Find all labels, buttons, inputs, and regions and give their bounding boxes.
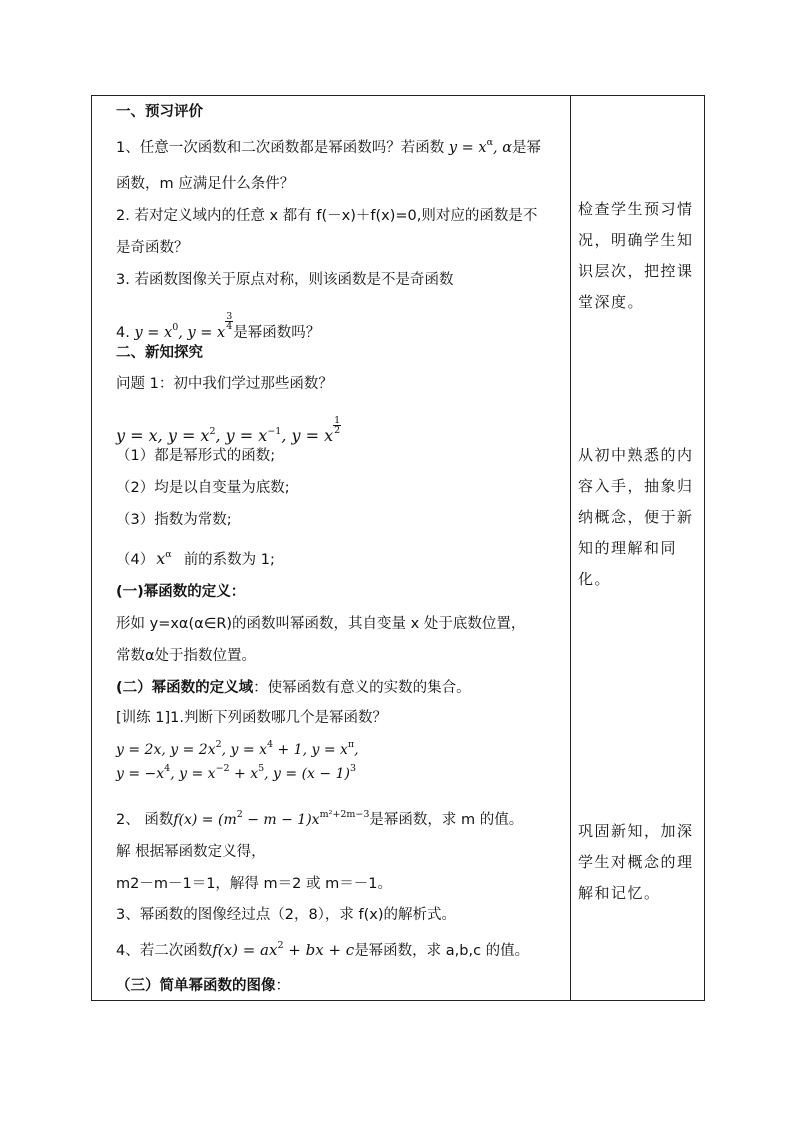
solution-label: 解 根据幂函数定义得，: [116, 844, 266, 860]
exercise-4: 4、若二次函数$f(x) = ax^2$ + bx + c是幂函数，求 a,b,c 的值。: [116, 940, 530, 959]
definition-line-2: 常数α处于指数位置。: [116, 648, 257, 664]
function-list: y = x, $y = x^2$, $y = x^{-1}$, y = x $\frac{1}{2}$: [116, 415, 341, 445]
definition-heading: (一)幂函数的定义：: [116, 584, 246, 600]
question-3: 3. 若函数图像关于原点对称，则该函数是不是奇函数: [116, 272, 454, 288]
question-2: 2. 若对定义域内的任意 x 都有 f(－x)＋f(x)=0,则对应的函数是不: [116, 208, 538, 224]
graph-heading: （三）简单幂函数的图像：: [116, 978, 290, 994]
question-1: 1、任意一次函数和二次函数都是幂函数吗？若函数 $y = x^\alpha$, α是幂: [116, 137, 542, 156]
lesson-table: [91, 95, 705, 1001]
ex2-formula: $f(x) = (m^2 - m - 1)x^{m^2+2m-3}$: [173, 809, 370, 828]
exercise-3: 3、幂函数的图像经过点（2，8），求 f(x)的解析式。: [116, 907, 457, 923]
exercise-title: [训练 1]1.判断下列函数哪几个是幂函数？: [116, 710, 387, 726]
section1-heading: 一、预习评价: [116, 104, 203, 120]
column-divider: [570, 96, 571, 1000]
exercise-functions-2: $y = -x^4$, $y = x^{-2} + x^5$, $y = (x - 1)^3$: [116, 763, 357, 782]
solution-line: m2－m－1＝1，解得 m＝2 或 m＝－1。: [116, 876, 392, 892]
section2-heading: 二、新知探究: [116, 345, 203, 361]
q1-formula: $y = x^\alpha$, α: [444, 137, 513, 156]
ex4-formula: $f(x) = ax^2$ + bx + c: [212, 940, 355, 959]
question-4: 4. $y = x^0$, y = x $\frac{3}{4}$ 是幂函数吗？: [116, 311, 321, 341]
exercise-functions-1: y = 2x, $y = 2x^2$, $y = x^4 + 1$, $y = x^\pi$,: [116, 739, 359, 758]
question-1-cont: 函数，m 应满足什么条件？: [116, 176, 295, 192]
problem-1: 问题 1：初中我们学过那些函数？: [116, 376, 333, 392]
observation-1: （1）都是幂形式的函数;: [116, 448, 276, 464]
question-2-cont: 是奇函数？: [116, 240, 189, 256]
observation-4: （4） $x^\alpha$ 前的系数为 1;: [116, 549, 275, 568]
sidebar-note-1: 检查学生预习情况，明确学生知识层次，把控课堂深度。: [578, 200, 694, 311]
q4-formula: $y = x^0$, y = x $\frac{3}{4}$: [129, 311, 233, 341]
domain-definition: (二）幂函数的定义域：使幂函数有意义的实数的集合。: [116, 680, 471, 696]
obs4-formula: $x^\alpha$: [156, 549, 172, 568]
sidebar-note-2: 从初中熟悉的内容入手，抽象归纳概念，便于新知的理解和同化。: [578, 446, 694, 588]
definition-line-1: 形如 y=xα(α∈R)的函数叫幂函数，其自变量 x 处于底数位置，: [116, 616, 526, 632]
observation-3: （3）指数为常数;: [116, 512, 232, 528]
observation-2: （2）均是以自变量为底数;: [116, 480, 290, 496]
exercise-2: 2、 函数$f(x) = (m^2 - m - 1)x^{m^2+2m-3}$是幂函数，求 m 的值。: [116, 809, 524, 828]
sidebar-note-3: 巩固新知，加深学生对概念的理解和记忆。: [578, 822, 694, 902]
